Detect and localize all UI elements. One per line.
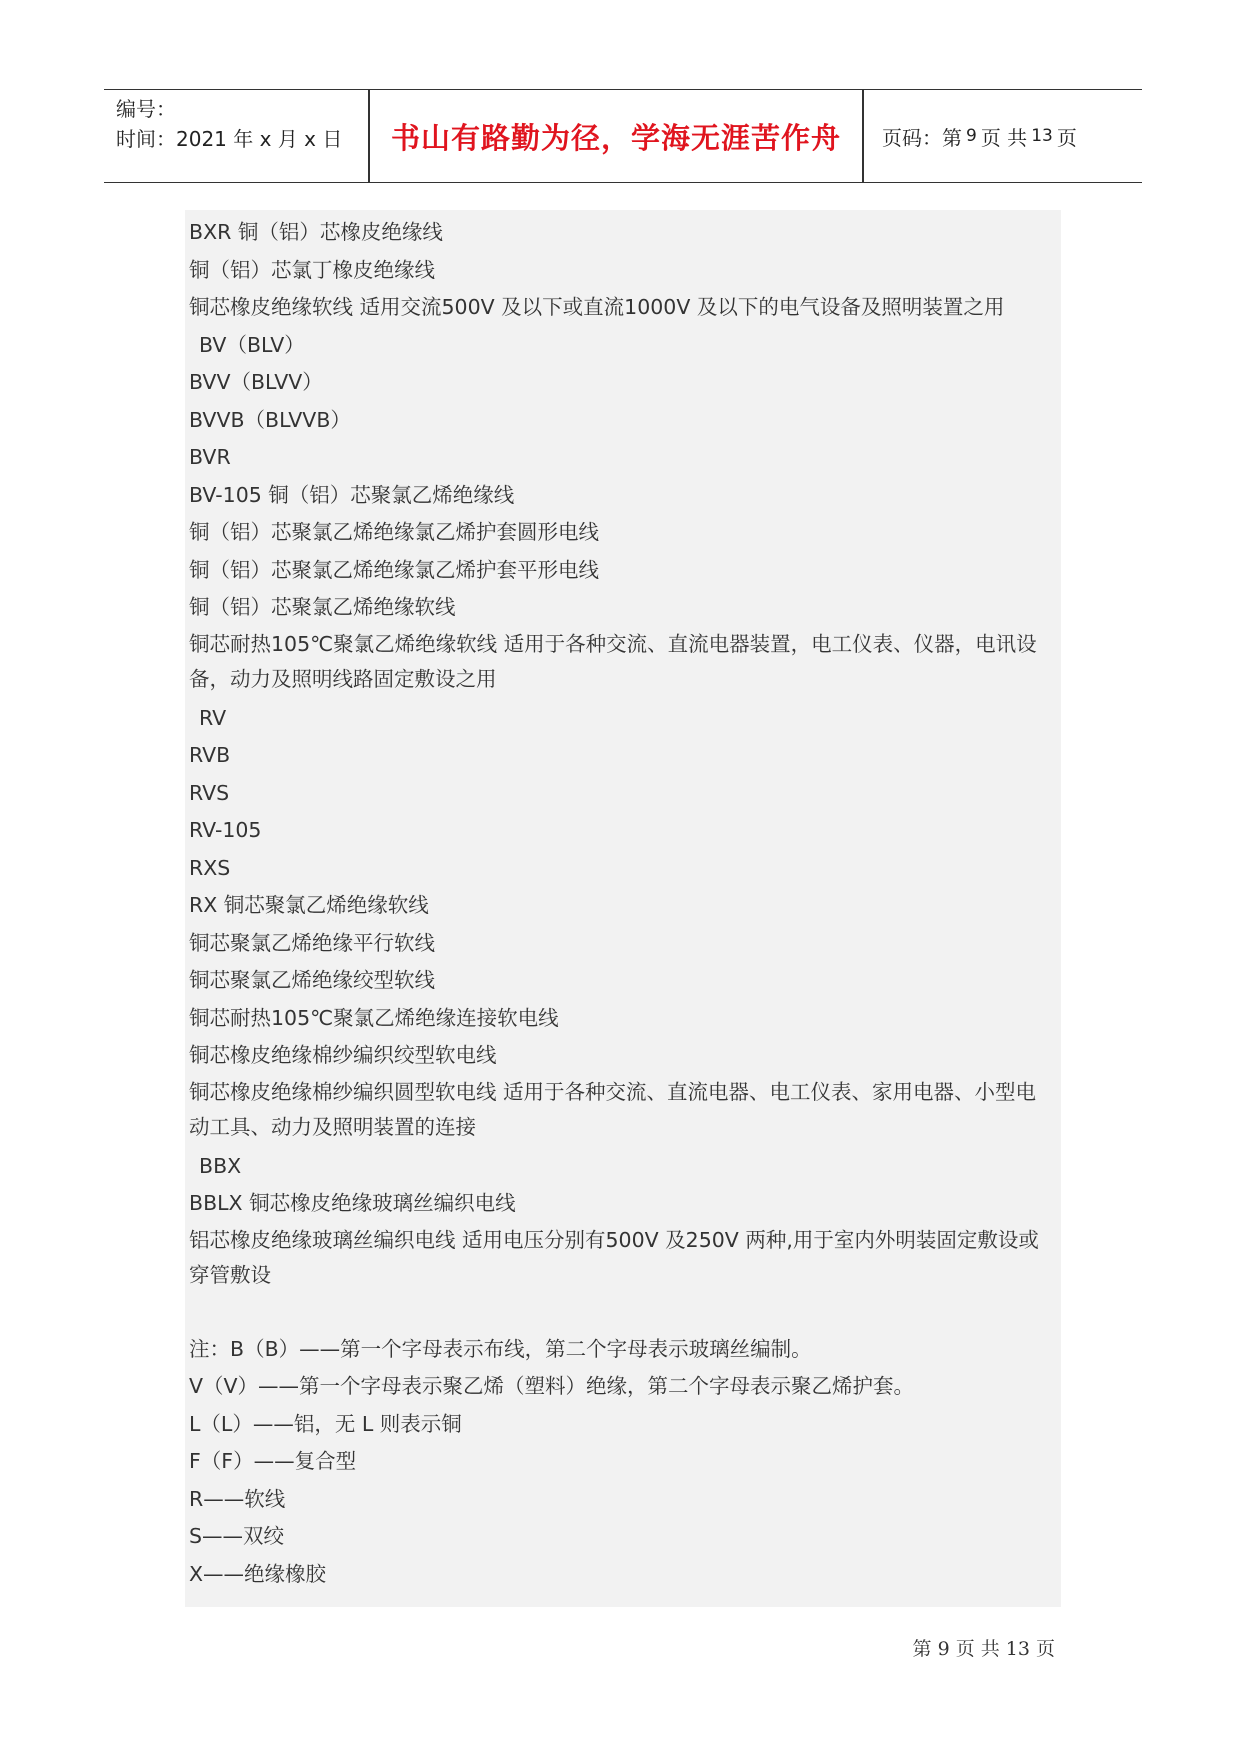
text-line: 铜（铝）芯聚氯乙烯绝缘氯乙烯护套圆形电线 [189, 520, 599, 544]
text-line: 铜芯橡皮绝缘棉纱编织圆型软电线 适用于各种交流、直流电器、电工仪表、家用电器、小型电动工具、动力及照明装置的连接 [189, 1079, 1037, 1139]
text-line: 铜芯聚氯乙烯绝缘平行软线 [189, 930, 435, 955]
note-line: S——双绞 [189, 1524, 285, 1548]
text-line: 铜芯橡皮绝缘软线 适用交流500V 及以下或直流1000V 及以下的电气设备及照明装置之用 [189, 295, 1005, 319]
paragraph-gap [189, 1296, 1055, 1331]
text-line: RX 铜芯聚氯乙烯绝缘软线 [189, 893, 429, 917]
text-line: 铜（铝）芯氯丁橡皮绝缘线 [189, 257, 435, 282]
text-line: 铜（铝）芯聚氯乙烯绝缘软线 [189, 595, 456, 619]
note-line: F（F）——复合型 [189, 1449, 357, 1473]
text-line: 铜芯耐热105℃聚氯乙烯绝缘连接软电线 [189, 1005, 559, 1030]
page-suffix: 页 [1056, 125, 1077, 150]
header-meta [116, 94, 366, 154]
page-total-number: 13 [1031, 126, 1053, 146]
text-line: BV-105 铜（铝）芯聚氯乙烯绝缘线 [189, 482, 515, 507]
note-line: X——绝缘橡胶 [189, 1561, 327, 1586]
note-line: L（L）——铝，无 L 则表示铜 [189, 1411, 462, 1436]
page-prefix: 页码：第 [882, 125, 962, 150]
text-line: 铜芯耐热105℃聚氯乙烯绝缘软线 适用于各种交流、直流电器装置，电工仪表、仪器，电讯设备，动力及照明线路固定敷设之用 [189, 631, 1037, 691]
text-line: BBX [199, 1153, 242, 1178]
text-line: 铜芯聚氯乙烯绝缘绞型软线 [189, 968, 435, 992]
text-line: RVB [189, 743, 231, 767]
page-footer: 第 9 页 共 13 页 [912, 1638, 1055, 1660]
header-motto: 书山有路勤为径，学海无涯苦作舟 [390, 120, 841, 155]
text-line: BBLX 铜芯橡皮绝缘玻璃丝编织电线 [189, 1191, 516, 1215]
text-line: 铜芯橡皮绝缘棉纱编织绞型软电线 [189, 1043, 497, 1067]
note-line: V（V）——第一个字母表示聚乙烯（塑料）绝缘，第二个字母表示聚乙烯护套。 [189, 1374, 915, 1398]
page-middle: 页 共 [980, 125, 1028, 150]
header-divider-right [862, 90, 864, 182]
text-line: BVVB（BLVVB） [189, 407, 351, 432]
header-page-indicator [872, 90, 1147, 182]
text-line: BV（BLV） [199, 332, 305, 357]
document-body [185, 210, 1061, 1607]
text-line: BVV（BLVV） [189, 370, 323, 394]
page-header [104, 89, 1142, 183]
text-line: RV [199, 705, 227, 730]
text-line: BXR 铜（铝）芯橡皮绝缘线 [189, 220, 443, 244]
document-number-label: 编号： [116, 97, 176, 121]
text-line: 铝芯橡皮绝缘玻璃丝编织电线 适用电压分别有500V 及250V 两种,用于室内外明装固定敷设或穿管敷设 [189, 1227, 1039, 1287]
text-line: RVS [189, 780, 230, 805]
body-text [189, 214, 1055, 1593]
document-time-label: 时间：2021 年 x 月 x 日 [116, 127, 343, 151]
text-line: 铜（铝）芯聚氯乙烯绝缘氯乙烯护套平形电线 [189, 557, 599, 582]
text-line: BVR [189, 445, 231, 469]
note-line: 注：B（B）——第一个字母表示布线，第二个字母表示玻璃丝编制。 [189, 1336, 812, 1361]
text-line: RV-105 [189, 818, 262, 842]
text-line: RXS [189, 855, 231, 880]
page-current-number: 9 [966, 126, 977, 146]
note-line: R——软线 [189, 1486, 286, 1511]
